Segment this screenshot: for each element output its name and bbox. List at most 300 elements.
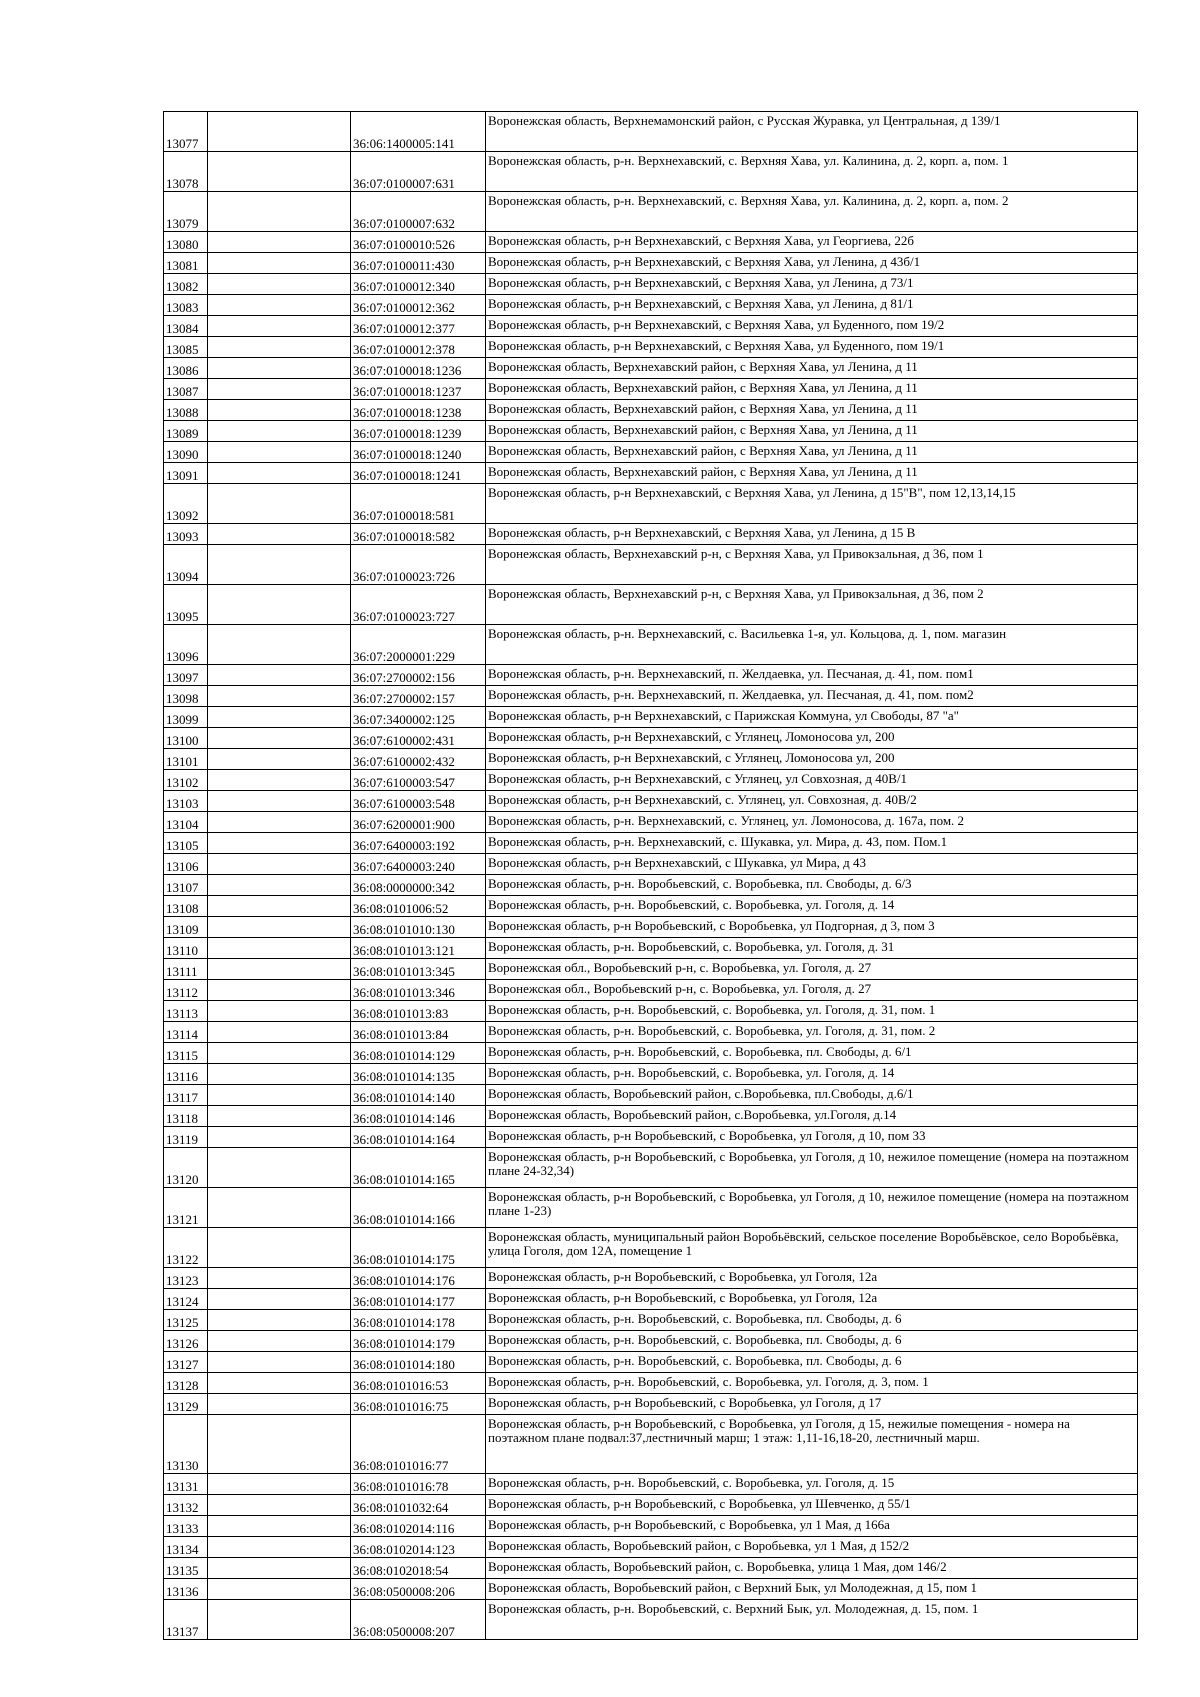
empty-cell bbox=[208, 585, 351, 625]
address-cell: Воронежская область, Воробьевский район, с. Воробьевка, улица 1 Мая, дом 146/2 bbox=[486, 1558, 1138, 1579]
address-cell: Воронежская обл., Воробьевский р-н, с. Воробьевка, ул. Гоголя, д. 27 bbox=[486, 959, 1138, 980]
empty-cell bbox=[208, 1495, 351, 1516]
cadastral-number-cell: 36:08:0102014:123 bbox=[351, 1537, 486, 1558]
table-row bbox=[164, 1043, 1138, 1064]
empty-cell bbox=[208, 812, 351, 833]
empty-cell bbox=[208, 980, 351, 1001]
address-cell: Воронежская область, р-н Воробьевский, с Воробьевка, ул Гоголя, д 10, нежилое помещение (номера на поэтажном плане 1-23) bbox=[486, 1188, 1138, 1228]
row-number-cell: 13097 bbox=[164, 665, 208, 686]
cadastral-number-cell: 36:07:0100018:581 bbox=[351, 484, 486, 524]
cadastral-number-cell: 36:07:0100018:1240 bbox=[351, 442, 486, 463]
address-cell: Воронежская область, р-н Воробьевский, с Воробьевка, ул 1 Мая, д 166а bbox=[486, 1516, 1138, 1537]
empty-cell bbox=[208, 854, 351, 875]
table-row bbox=[164, 295, 1138, 316]
empty-cell bbox=[208, 1085, 351, 1106]
row-number-cell: 13080 bbox=[164, 232, 208, 253]
row-number-cell: 13128 bbox=[164, 1373, 208, 1394]
empty-cell bbox=[208, 379, 351, 400]
empty-cell bbox=[208, 707, 351, 728]
table-row bbox=[164, 358, 1138, 379]
row-number-cell: 13100 bbox=[164, 728, 208, 749]
cadastral-number-cell: 36:08:0101014:179 bbox=[351, 1331, 486, 1352]
cadastral-number-cell: 36:08:0101014:166 bbox=[351, 1188, 486, 1228]
address-cell: Воронежская область, Верхнехавский район, с Верхняя Хава, ул Ленина, д 11 bbox=[486, 400, 1138, 421]
empty-cell bbox=[208, 791, 351, 812]
empty-cell bbox=[208, 1148, 351, 1188]
empty-cell bbox=[208, 896, 351, 917]
row-number-cell: 13091 bbox=[164, 463, 208, 484]
cadastral-number-cell: 36:08:0101016:77 bbox=[351, 1415, 486, 1474]
empty-cell bbox=[208, 1022, 351, 1043]
address-cell: Воронежская область, Верхнехавский район, с Верхняя Хава, ул Ленина, д 11 bbox=[486, 442, 1138, 463]
cadastral-number-cell: 36:08:0101014:140 bbox=[351, 1085, 486, 1106]
registry-table bbox=[163, 111, 1138, 1640]
empty-cell bbox=[208, 833, 351, 854]
row-number-cell: 13103 bbox=[164, 791, 208, 812]
table-row bbox=[164, 1331, 1138, 1352]
table-row bbox=[164, 274, 1138, 295]
empty-cell bbox=[208, 358, 351, 379]
row-number-cell: 13108 bbox=[164, 896, 208, 917]
cadastral-number-cell: 36:07:0100023:727 bbox=[351, 585, 486, 625]
table-row bbox=[164, 524, 1138, 545]
empty-cell bbox=[208, 421, 351, 442]
row-number-cell: 13090 bbox=[164, 442, 208, 463]
table-row bbox=[164, 463, 1138, 484]
address-cell: Воронежская область, р-н Верхнехавский, с Парижская Коммуна, ул Свободы, 87 "а" bbox=[486, 707, 1138, 728]
address-cell: Воронежская область, р-н. Верхнехавский, с. Шукавка, ул. Мира, д. 43, пом. Пом.1 bbox=[486, 833, 1138, 854]
address-cell: Воронежская область, р-н Воробьевский, с Воробьевка, ул Гоголя, д 17 bbox=[486, 1394, 1138, 1415]
empty-cell bbox=[208, 917, 351, 938]
cadastral-number-cell: 36:07:6100003:548 bbox=[351, 791, 486, 812]
row-number-cell: 13087 bbox=[164, 379, 208, 400]
empty-cell bbox=[208, 1228, 351, 1268]
table-row bbox=[164, 728, 1138, 749]
cadastral-number-cell: 36:08:0102018:54 bbox=[351, 1558, 486, 1579]
address-cell: Воронежская область, Верхнехавский район, с Верхняя Хава, ул Ленина, д 11 bbox=[486, 358, 1138, 379]
cadastral-number-cell: 36:08:0101032:64 bbox=[351, 1495, 486, 1516]
table-row bbox=[164, 1373, 1138, 1394]
cadastral-number-cell: 36:07:0100012:377 bbox=[351, 316, 486, 337]
address-cell: Воронежская область, р-н Верхнехавский, с Углянец, ул Совхозная, д 40В/1 bbox=[486, 770, 1138, 791]
cadastral-number-cell: 36:07:3400002:125 bbox=[351, 707, 486, 728]
row-number-cell: 13113 bbox=[164, 1001, 208, 1022]
cadastral-number-cell: 36:07:0100018:582 bbox=[351, 524, 486, 545]
address-cell: Воронежская область, р-н Воробьевский, с Воробьевка, ул Подгорная, д 3, пом 3 bbox=[486, 917, 1138, 938]
address-cell: Воронежская область, Верхнехавский район, с Верхняя Хава, ул Ленина, д 11 bbox=[486, 421, 1138, 442]
table-row bbox=[164, 400, 1138, 421]
row-number-cell: 13119 bbox=[164, 1127, 208, 1148]
row-number-cell: 13118 bbox=[164, 1106, 208, 1127]
table-row bbox=[164, 1579, 1138, 1600]
row-number-cell: 13135 bbox=[164, 1558, 208, 1579]
row-number-cell: 13086 bbox=[164, 358, 208, 379]
row-number-cell: 13126 bbox=[164, 1331, 208, 1352]
table-row bbox=[164, 770, 1138, 791]
cadastral-number-cell: 36:07:0100010:526 bbox=[351, 232, 486, 253]
empty-cell bbox=[208, 484, 351, 524]
address-cell: Воронежская область, р-н Верхнехавский, с Углянец, Ломоносова ул, 200 bbox=[486, 749, 1138, 770]
cadastral-number-cell: 36:08:0101016:53 bbox=[351, 1373, 486, 1394]
cadastral-number-cell: 36:07:6100002:431 bbox=[351, 728, 486, 749]
address-cell: Воронежская область, р-н Воробьевский, с Воробьевка, ул Гоголя, д 10, нежилое помещение (номера на поэтажном плане 24-32,34) bbox=[486, 1148, 1138, 1188]
table-row bbox=[164, 854, 1138, 875]
table-row bbox=[164, 896, 1138, 917]
address-cell: Воронежская область, Верхнехавский район, с Верхняя Хава, ул Ленина, д 11 bbox=[486, 463, 1138, 484]
table-row bbox=[164, 833, 1138, 854]
address-cell: Воронежская область, р-н Верхнехавский, с Верхняя Хава, ул Ленина, д 73/1 bbox=[486, 274, 1138, 295]
table-row bbox=[164, 686, 1138, 707]
row-number-cell: 13088 bbox=[164, 400, 208, 421]
row-number-cell: 13085 bbox=[164, 337, 208, 358]
table-row bbox=[164, 1394, 1138, 1415]
empty-cell bbox=[208, 545, 351, 585]
table-row bbox=[164, 337, 1138, 358]
cadastral-number-cell: 36:08:0101014:180 bbox=[351, 1352, 486, 1373]
empty-cell bbox=[208, 337, 351, 358]
cadastral-number-cell: 36:07:2000001:229 bbox=[351, 625, 486, 665]
row-number-cell: 13104 bbox=[164, 812, 208, 833]
empty-cell bbox=[208, 1474, 351, 1495]
table-row bbox=[164, 1558, 1138, 1579]
address-cell: Воронежская область, р-н. Воробьевский, с. Воробьевка, ул. Гоголя, д. 31, пом. 2 bbox=[486, 1022, 1138, 1043]
table-row bbox=[164, 1022, 1138, 1043]
address-cell: Воронежская область, р-н. Воробьевский, с. Воробьевка, ул. Гоголя, д. 15 bbox=[486, 1474, 1138, 1495]
empty-cell bbox=[208, 1579, 351, 1600]
row-number-cell: 13122 bbox=[164, 1228, 208, 1268]
row-number-cell: 13094 bbox=[164, 545, 208, 585]
cadastral-number-cell: 36:08:0000000:342 bbox=[351, 875, 486, 896]
row-number-cell: 13079 bbox=[164, 192, 208, 232]
empty-cell bbox=[208, 463, 351, 484]
empty-cell bbox=[208, 316, 351, 337]
address-cell: Воронежская область, Верхнемамонский район, с Русская Журавка, ул Центральная, д 139/1 bbox=[486, 112, 1138, 152]
cadastral-number-cell: 36:08:0101014:146 bbox=[351, 1106, 486, 1127]
cadastral-number-cell: 36:08:0500008:207 bbox=[351, 1600, 486, 1640]
cadastral-number-cell: 36:07:0100012:378 bbox=[351, 337, 486, 358]
table-row bbox=[164, 1474, 1138, 1495]
empty-cell bbox=[208, 1127, 351, 1148]
address-cell: Воронежская область, р-н Воробьевский, с Воробьевка, ул Гоголя, д 15, нежилые помещения - номера на поэтажном плане подвал:37,лестничный марш; 1 этаж: 1,11-16,18-20, лестничный марш. bbox=[486, 1415, 1138, 1474]
table-row bbox=[164, 1516, 1138, 1537]
cadastral-number-cell: 36:08:0101013:83 bbox=[351, 1001, 486, 1022]
address-cell: Воронежская область, Воробьевский район, с Воробьевка, ул 1 Мая, д 152/2 bbox=[486, 1537, 1138, 1558]
cadastral-number-cell: 36:08:0101013:84 bbox=[351, 1022, 486, 1043]
address-cell: Воронежская область, р-н Верхнехавский, с Верхняя Хава, ул Георгиева, 22б bbox=[486, 232, 1138, 253]
address-cell: Воронежская область, р-н. Воробьевский, с. Воробьевка, ул. Гоголя, д. 14 bbox=[486, 1064, 1138, 1085]
cadastral-number-cell: 36:08:0101014:177 bbox=[351, 1289, 486, 1310]
table-row bbox=[164, 980, 1138, 1001]
cadastral-number-cell: 36:08:0101014:164 bbox=[351, 1127, 486, 1148]
cadastral-number-cell: 36:07:0100018:1237 bbox=[351, 379, 486, 400]
cadastral-number-cell: 36:08:0101016:78 bbox=[351, 1474, 486, 1495]
empty-cell bbox=[208, 1001, 351, 1022]
table-row bbox=[164, 749, 1138, 770]
cadastral-number-cell: 36:07:0100018:1241 bbox=[351, 463, 486, 484]
table-row bbox=[164, 1289, 1138, 1310]
cadastral-number-cell: 36:06:1400005:141 bbox=[351, 112, 486, 152]
row-number-cell: 13081 bbox=[164, 253, 208, 274]
row-number-cell: 13112 bbox=[164, 980, 208, 1001]
address-cell: Воронежская область, р-н. Воробьевский, с. Воробьевка, ул. Гоголя, д. 14 bbox=[486, 896, 1138, 917]
cadastral-number-cell: 36:08:0500008:206 bbox=[351, 1579, 486, 1600]
address-cell: Воронежская область, р-н. Воробьевский, с. Верхний Бык, ул. Молодежная, д. 15, пом. 1 bbox=[486, 1600, 1138, 1640]
table-row bbox=[164, 112, 1138, 152]
address-cell: Воронежская область, р-н Верхнехавский, с. Углянец, ул. Совхозная, д. 40В/2 bbox=[486, 791, 1138, 812]
empty-cell bbox=[208, 770, 351, 791]
table-row bbox=[164, 1148, 1138, 1188]
address-cell: Воронежская область, р-н. Воробьевский, с. Воробьевка, ул. Гоголя, д. 31 bbox=[486, 938, 1138, 959]
row-number-cell: 13133 bbox=[164, 1516, 208, 1537]
empty-cell bbox=[208, 1537, 351, 1558]
table-row bbox=[164, 1415, 1138, 1474]
table-row bbox=[164, 1106, 1138, 1127]
empty-cell bbox=[208, 1064, 351, 1085]
empty-cell bbox=[208, 1516, 351, 1537]
row-number-cell: 13123 bbox=[164, 1268, 208, 1289]
address-cell: Воронежская область, р-н. Воробьевский, с. Воробьевка, пл. Свободы, д. 6/3 bbox=[486, 875, 1138, 896]
address-cell: Воронежская область, Воробьевский район, с.Воробьевка, ул.Гоголя, д.14 bbox=[486, 1106, 1138, 1127]
table-row bbox=[164, 938, 1138, 959]
registry-rows bbox=[164, 112, 1138, 1640]
table-row bbox=[164, 1600, 1138, 1640]
address-cell: Воронежская область, р-н. Воробьевский, с. Воробьевка, пл. Свободы, д. 6 bbox=[486, 1352, 1138, 1373]
address-cell: Воронежская область, р-н. Воробьевский, с. Воробьевка, пл. Свободы, д. 6 bbox=[486, 1331, 1138, 1352]
empty-cell bbox=[208, 686, 351, 707]
address-cell: Воронежская область, р-н Верхнехавский, с Верхняя Хава, ул Буденного, пом 19/2 bbox=[486, 316, 1138, 337]
table-row bbox=[164, 484, 1138, 524]
row-number-cell: 13089 bbox=[164, 421, 208, 442]
empty-cell bbox=[208, 400, 351, 421]
address-cell: Воронежская область, р-н Воробьевский, с Воробьевка, ул Гоголя, 12а bbox=[486, 1268, 1138, 1289]
row-number-cell: 13130 bbox=[164, 1415, 208, 1474]
address-cell: Воронежская область, р-н Верхнехавский, с Верхняя Хава, ул Ленина, д 81/1 bbox=[486, 295, 1138, 316]
row-number-cell: 13116 bbox=[164, 1064, 208, 1085]
table-row bbox=[164, 1064, 1138, 1085]
table-row bbox=[164, 1495, 1138, 1516]
cadastral-number-cell: 36:07:6400003:192 bbox=[351, 833, 486, 854]
empty-cell bbox=[208, 1394, 351, 1415]
empty-cell bbox=[208, 1373, 351, 1394]
row-number-cell: 13124 bbox=[164, 1289, 208, 1310]
table-row bbox=[164, 1188, 1138, 1228]
row-number-cell: 13096 bbox=[164, 625, 208, 665]
empty-cell bbox=[208, 1310, 351, 1331]
row-number-cell: 13107 bbox=[164, 875, 208, 896]
empty-cell bbox=[208, 665, 351, 686]
row-number-cell: 13136 bbox=[164, 1579, 208, 1600]
cadastral-number-cell: 36:07:0100007:631 bbox=[351, 152, 486, 192]
cadastral-number-cell: 36:07:0100023:726 bbox=[351, 545, 486, 585]
row-number-cell: 13127 bbox=[164, 1352, 208, 1373]
empty-cell bbox=[208, 1331, 351, 1352]
table-row bbox=[164, 232, 1138, 253]
table-row bbox=[164, 545, 1138, 585]
cadastral-number-cell: 36:08:0101013:345 bbox=[351, 959, 486, 980]
table-row bbox=[164, 1127, 1138, 1148]
cadastral-number-cell: 36:08:0101013:121 bbox=[351, 938, 486, 959]
empty-cell bbox=[208, 1558, 351, 1579]
address-cell: Воронежская область, р-н Воробьевский, с Воробьевка, ул Гоголя, 12а bbox=[486, 1289, 1138, 1310]
empty-cell bbox=[208, 875, 351, 896]
empty-cell bbox=[208, 625, 351, 665]
table-row bbox=[164, 421, 1138, 442]
address-cell: Воронежская область, р-н Верхнехавский, с Углянец, Ломоносова ул, 200 bbox=[486, 728, 1138, 749]
empty-cell bbox=[208, 524, 351, 545]
cadastral-number-cell: 36:07:2700002:156 bbox=[351, 665, 486, 686]
table-row bbox=[164, 625, 1138, 665]
row-number-cell: 13101 bbox=[164, 749, 208, 770]
cadastral-number-cell: 36:07:2700002:157 bbox=[351, 686, 486, 707]
address-cell: Воронежская область, р-н. Верхнехавский, п. Желдаевка, ул. Песчаная, д. 41, пом. пом1 bbox=[486, 665, 1138, 686]
row-number-cell: 13117 bbox=[164, 1085, 208, 1106]
address-cell: Воронежская область, р-н. Воробьевский, с. Воробьевка, пл. Свободы, д. 6/1 bbox=[486, 1043, 1138, 1064]
row-number-cell: 13084 bbox=[164, 316, 208, 337]
empty-cell bbox=[208, 192, 351, 232]
cadastral-number-cell: 36:08:0101006:52 bbox=[351, 896, 486, 917]
address-cell: Воронежская область, р-н Воробьевский, с Воробьевка, ул Шевченко, д 55/1 bbox=[486, 1495, 1138, 1516]
empty-cell bbox=[208, 1043, 351, 1064]
address-cell: Воронежская область, Воробьевский район, с Верхний Бык, ул Молодежная, д 15, пом 1 bbox=[486, 1579, 1138, 1600]
table-row bbox=[164, 665, 1138, 686]
address-cell: Воронежская обл., Воробьевский р-н, с. Воробьевка, ул. Гоголя, д. 27 bbox=[486, 980, 1138, 1001]
table-row bbox=[164, 253, 1138, 274]
address-cell: Воронежская область, р-н. Воробьевский, с. Воробьевка, ул. Гоголя, д. 31, пом. 1 bbox=[486, 1001, 1138, 1022]
empty-cell bbox=[208, 253, 351, 274]
cadastral-number-cell: 36:08:0101010:130 bbox=[351, 917, 486, 938]
cadastral-number-cell: 36:08:0101014:176 bbox=[351, 1268, 486, 1289]
address-cell: Воронежская область, р-н Воробьевский, с Воробьевка, ул Гоголя, д 10, пом 33 bbox=[486, 1127, 1138, 1148]
cadastral-number-cell: 36:08:0101014:129 bbox=[351, 1043, 486, 1064]
table-row bbox=[164, 1268, 1138, 1289]
row-number-cell: 13083 bbox=[164, 295, 208, 316]
table-row bbox=[164, 1085, 1138, 1106]
row-number-cell: 13106 bbox=[164, 854, 208, 875]
table-row bbox=[164, 316, 1138, 337]
row-number-cell: 13109 bbox=[164, 917, 208, 938]
table-row bbox=[164, 1310, 1138, 1331]
cadastral-number-cell: 36:08:0101014:178 bbox=[351, 1310, 486, 1331]
empty-cell bbox=[208, 112, 351, 152]
cadastral-number-cell: 36:07:0100007:632 bbox=[351, 192, 486, 232]
cadastral-number-cell: 36:08:0101014:175 bbox=[351, 1228, 486, 1268]
cadastral-number-cell: 36:08:0102014:116 bbox=[351, 1516, 486, 1537]
row-number-cell: 13110 bbox=[164, 938, 208, 959]
empty-cell bbox=[208, 959, 351, 980]
address-cell: Воронежская область, р-н. Верхнехавский, с. Васильевка 1-я, ул. Кольцова, д. 1, пом. магазин bbox=[486, 625, 1138, 665]
address-cell: Воронежская область, р-н Верхнехавский, с Верхняя Хава, ул Ленина, д 43б/1 bbox=[486, 253, 1138, 274]
table-row bbox=[164, 585, 1138, 625]
address-cell: Воронежская область, р-н Верхнехавский, с Верхняя Хава, ул Буденного, пом 19/1 bbox=[486, 337, 1138, 358]
row-number-cell: 13098 bbox=[164, 686, 208, 707]
row-number-cell: 13102 bbox=[164, 770, 208, 791]
address-cell: Воронежская область, р-н. Верхнехавский, с. Верхняя Хава, ул. Калинина, д. 2, корп. а, пом. 2 bbox=[486, 192, 1138, 232]
address-cell: Воронежская область, р-н. Верхнехавский, с. Верхняя Хава, ул. Калинина, д. 2, корп. а, пом. 1 bbox=[486, 152, 1138, 192]
row-number-cell: 13099 bbox=[164, 707, 208, 728]
address-cell: Воронежская область, р-н. Воробьевский, с. Воробьевка, пл. Свободы, д. 6 bbox=[486, 1310, 1138, 1331]
row-number-cell: 13129 bbox=[164, 1394, 208, 1415]
empty-cell bbox=[208, 728, 351, 749]
row-number-cell: 13082 bbox=[164, 274, 208, 295]
empty-cell bbox=[208, 274, 351, 295]
table-row bbox=[164, 1352, 1138, 1373]
empty-cell bbox=[208, 232, 351, 253]
table-row bbox=[164, 152, 1138, 192]
cadastral-number-cell: 36:07:0100018:1238 bbox=[351, 400, 486, 421]
table-row bbox=[164, 791, 1138, 812]
row-number-cell: 13115 bbox=[164, 1043, 208, 1064]
empty-cell bbox=[208, 1352, 351, 1373]
cadastral-number-cell: 36:07:0100018:1239 bbox=[351, 421, 486, 442]
cadastral-number-cell: 36:08:0101013:346 bbox=[351, 980, 486, 1001]
cadastral-number-cell: 36:07:0100012:362 bbox=[351, 295, 486, 316]
empty-cell bbox=[208, 749, 351, 770]
address-cell: Воронежская область, р-н Верхнехавский, с Верхняя Хава, ул Ленина, д 15 В bbox=[486, 524, 1138, 545]
table-row bbox=[164, 1228, 1138, 1268]
row-number-cell: 13132 bbox=[164, 1495, 208, 1516]
empty-cell bbox=[208, 938, 351, 959]
row-number-cell: 13137 bbox=[164, 1600, 208, 1640]
address-cell: Воронежская область, Верхнехавский р-н, с Верхняя Хава, ул Привокзальная, д 36, пом 2 bbox=[486, 585, 1138, 625]
row-number-cell: 13095 bbox=[164, 585, 208, 625]
cadastral-number-cell: 36:08:0101016:75 bbox=[351, 1394, 486, 1415]
address-cell: Воронежская область, р-н Верхнехавский, с Верхняя Хава, ул Ленина, д 15"В", пом 12,13,14,15 bbox=[486, 484, 1138, 524]
table-row bbox=[164, 442, 1138, 463]
empty-cell bbox=[208, 1415, 351, 1474]
row-number-cell: 13093 bbox=[164, 524, 208, 545]
table-row bbox=[164, 812, 1138, 833]
cadastral-number-cell: 36:08:0101014:135 bbox=[351, 1064, 486, 1085]
empty-cell bbox=[208, 295, 351, 316]
table-row bbox=[164, 1001, 1138, 1022]
table-row bbox=[164, 1537, 1138, 1558]
address-cell: Воронежская область, муниципальный район Воробьёвский, сельское поселение Воробьёвское, село Воробьёвка, улица Гоголя, дом 12А, помещение 1 bbox=[486, 1228, 1138, 1268]
row-number-cell: 13077 bbox=[164, 112, 208, 152]
row-number-cell: 13111 bbox=[164, 959, 208, 980]
address-cell: Воронежская область, р-н. Воробьевский, с. Воробьевка, ул. Гоголя, д. 3, пом. 1 bbox=[486, 1373, 1138, 1394]
cadastral-number-cell: 36:07:0100011:430 bbox=[351, 253, 486, 274]
row-number-cell: 13120 bbox=[164, 1148, 208, 1188]
empty-cell bbox=[208, 1268, 351, 1289]
row-number-cell: 13078 bbox=[164, 152, 208, 192]
empty-cell bbox=[208, 1289, 351, 1310]
cadastral-number-cell: 36:07:6200001:900 bbox=[351, 812, 486, 833]
empty-cell bbox=[208, 1188, 351, 1228]
cadastral-number-cell: 36:07:6100002:432 bbox=[351, 749, 486, 770]
cadastral-number-cell: 36:07:0100018:1236 bbox=[351, 358, 486, 379]
address-cell: Воронежская область, р-н. Верхнехавский, п. Желдаевка, ул. Песчаная, д. 41, пом. пом2 bbox=[486, 686, 1138, 707]
row-number-cell: 13134 bbox=[164, 1537, 208, 1558]
table-row bbox=[164, 875, 1138, 896]
table-row bbox=[164, 192, 1138, 232]
row-number-cell: 13092 bbox=[164, 484, 208, 524]
empty-cell bbox=[208, 152, 351, 192]
address-cell: Воронежская область, Верхнехавский район, с Верхняя Хава, ул Ленина, д 11 bbox=[486, 379, 1138, 400]
address-cell: Воронежская область, Воробьевский район, с.Воробьевка, пл.Свободы, д.6/1 bbox=[486, 1085, 1138, 1106]
row-number-cell: 13105 bbox=[164, 833, 208, 854]
row-number-cell: 13114 bbox=[164, 1022, 208, 1043]
row-number-cell: 13121 bbox=[164, 1188, 208, 1228]
table-row bbox=[164, 959, 1138, 980]
row-number-cell: 13131 bbox=[164, 1474, 208, 1495]
cadastral-number-cell: 36:07:6100003:547 bbox=[351, 770, 486, 791]
empty-cell bbox=[208, 442, 351, 463]
table-row bbox=[164, 707, 1138, 728]
address-cell: Воронежская область, Верхнехавский р-н, с Верхняя Хава, ул Привокзальная, д 36, пом 1 bbox=[486, 545, 1138, 585]
cadastral-number-cell: 36:08:0101014:165 bbox=[351, 1148, 486, 1188]
table-row bbox=[164, 917, 1138, 938]
cadastral-number-cell: 36:07:6400003:240 bbox=[351, 854, 486, 875]
